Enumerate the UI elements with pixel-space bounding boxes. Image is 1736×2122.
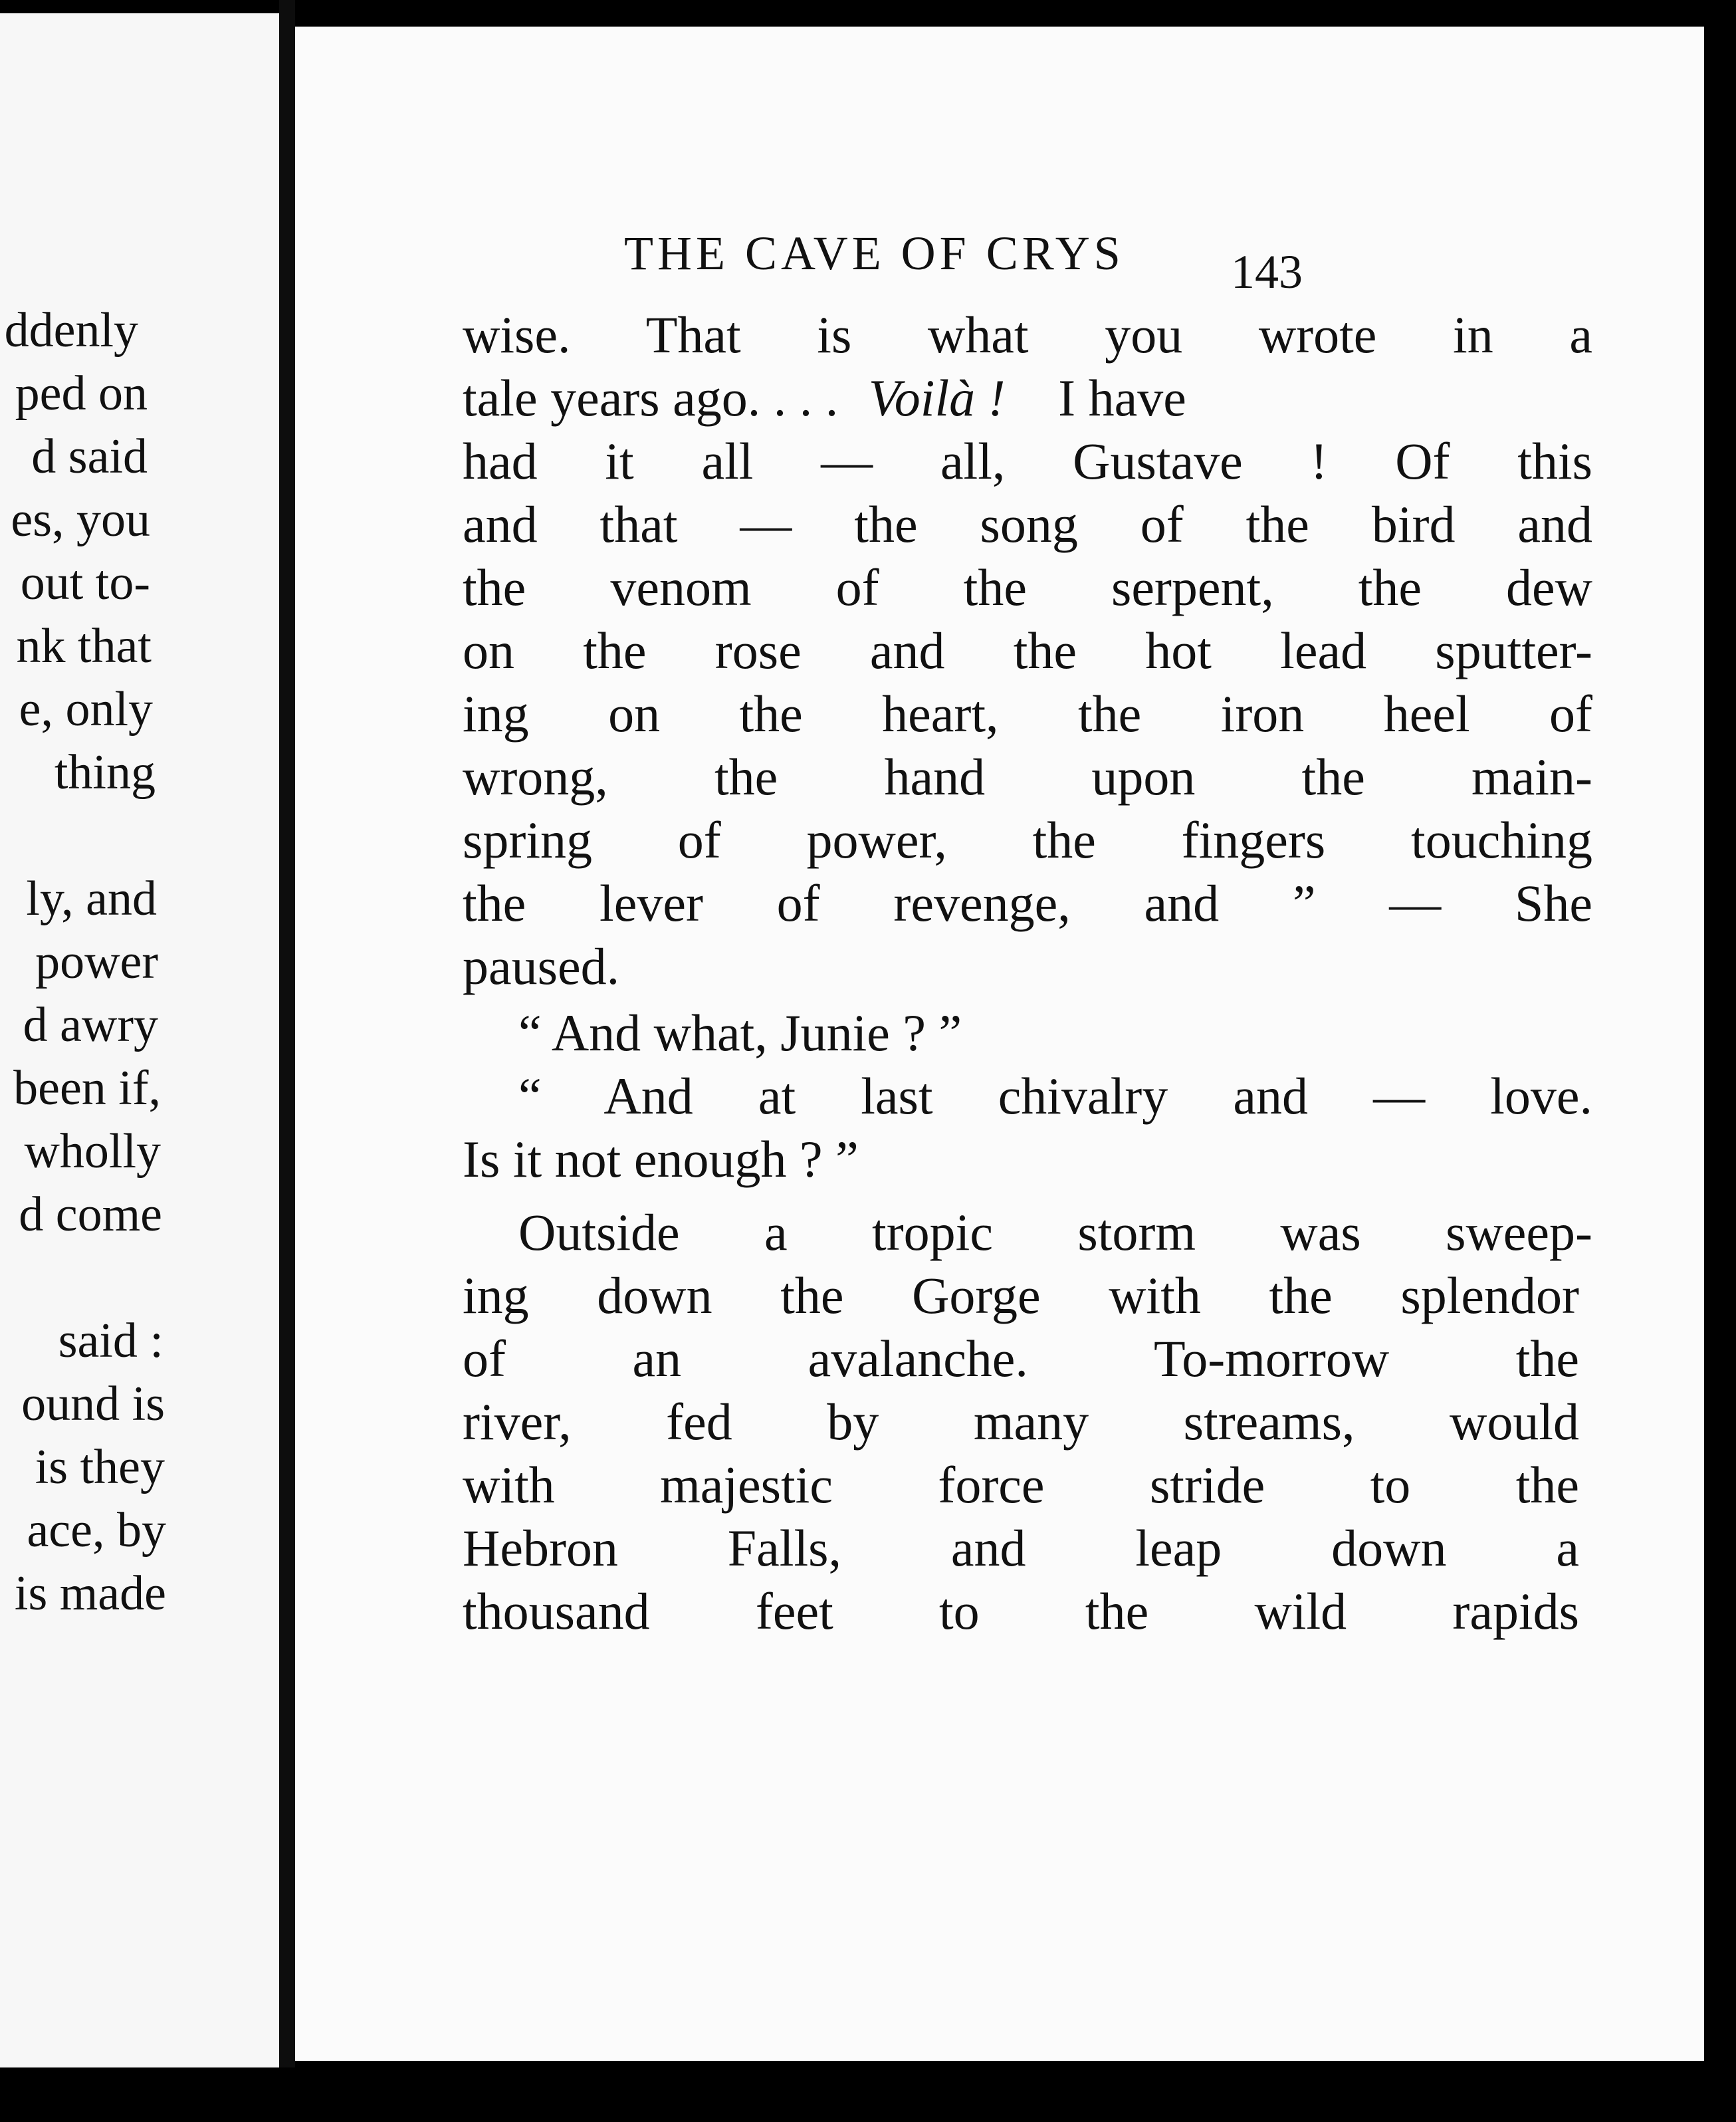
text-line: “ And at last chivalry and — love. [518, 1067, 1592, 1125]
left-line: is made [14, 1566, 166, 1621]
left-line: thing [54, 745, 156, 800]
left-line: been if, [13, 1061, 161, 1116]
text-line: paused. [463, 937, 620, 995]
text-line: Is it not enough ? ” [463, 1130, 859, 1188]
left-line: d come [19, 1187, 162, 1242]
text-segment: tale years ago. . . . [463, 369, 839, 427]
text-line: wise. That is what you wrote in a [463, 306, 1592, 364]
running-title: THE CAVE OF CRYS [624, 227, 1125, 280]
left-line: ound is [21, 1377, 165, 1431]
text-line: had it all — all, Gustave ! Of this [463, 432, 1592, 490]
text-line: ing down the Gorge with the splendor [463, 1266, 1579, 1324]
left-line: ly, and [26, 872, 157, 926]
left-line: said : [58, 1314, 163, 1368]
text-line: the lever of revenge, and ” — She [463, 874, 1592, 932]
scan-border-right [1704, 0, 1736, 2122]
text-line: and that — the song of the bird and [463, 495, 1592, 553]
text-segment: I have [1058, 369, 1186, 427]
text-line: Outside a tropic storm was sweep- [518, 1203, 1592, 1261]
left-page [0, 13, 279, 2067]
text-line: thousand feet to the wild rapids [463, 1582, 1579, 1640]
left-line: d awry [23, 998, 158, 1052]
text-line: of an avalanche. To-morrow the [463, 1330, 1579, 1387]
left-line: nk that [16, 619, 152, 673]
text-line: river, fed by many streams, would [463, 1393, 1579, 1451]
text-line: Hebron Falls, and leap down a [463, 1519, 1579, 1577]
text-line: wrong, the hand upon the main- [463, 748, 1592, 806]
foreign-phrase: Voilà ! [868, 369, 1006, 427]
left-line: power [35, 935, 158, 989]
left-line: out to- [20, 556, 150, 610]
scan-border-bottom [0, 2067, 1736, 2122]
left-line: ped on [15, 366, 148, 421]
left-line: wholly [24, 1124, 161, 1179]
text-line: the venom of the serpent, the dew [463, 558, 1592, 616]
text-line: spring of power, the fingers touching [463, 811, 1592, 869]
text-line: “ And what, Junie ? ” [518, 1004, 962, 1062]
right-page [295, 27, 1704, 2061]
left-line: es, you [11, 493, 150, 547]
page-number: 143 [1231, 245, 1303, 298]
text-line [463, 369, 1592, 427]
left-line: d said [31, 429, 148, 484]
book-gutter [279, 0, 295, 2122]
left-line: ddenly [4, 303, 138, 358]
text-line: with majestic force stride to the [463, 1456, 1579, 1514]
left-line: e, only [19, 682, 153, 737]
text-line: on the rose and the hot lead sputter- [463, 622, 1592, 679]
left-line: is they [35, 1440, 165, 1494]
left-line: ace, by [27, 1503, 166, 1558]
text-line: ing on the heart, the iron heel of [463, 685, 1592, 743]
